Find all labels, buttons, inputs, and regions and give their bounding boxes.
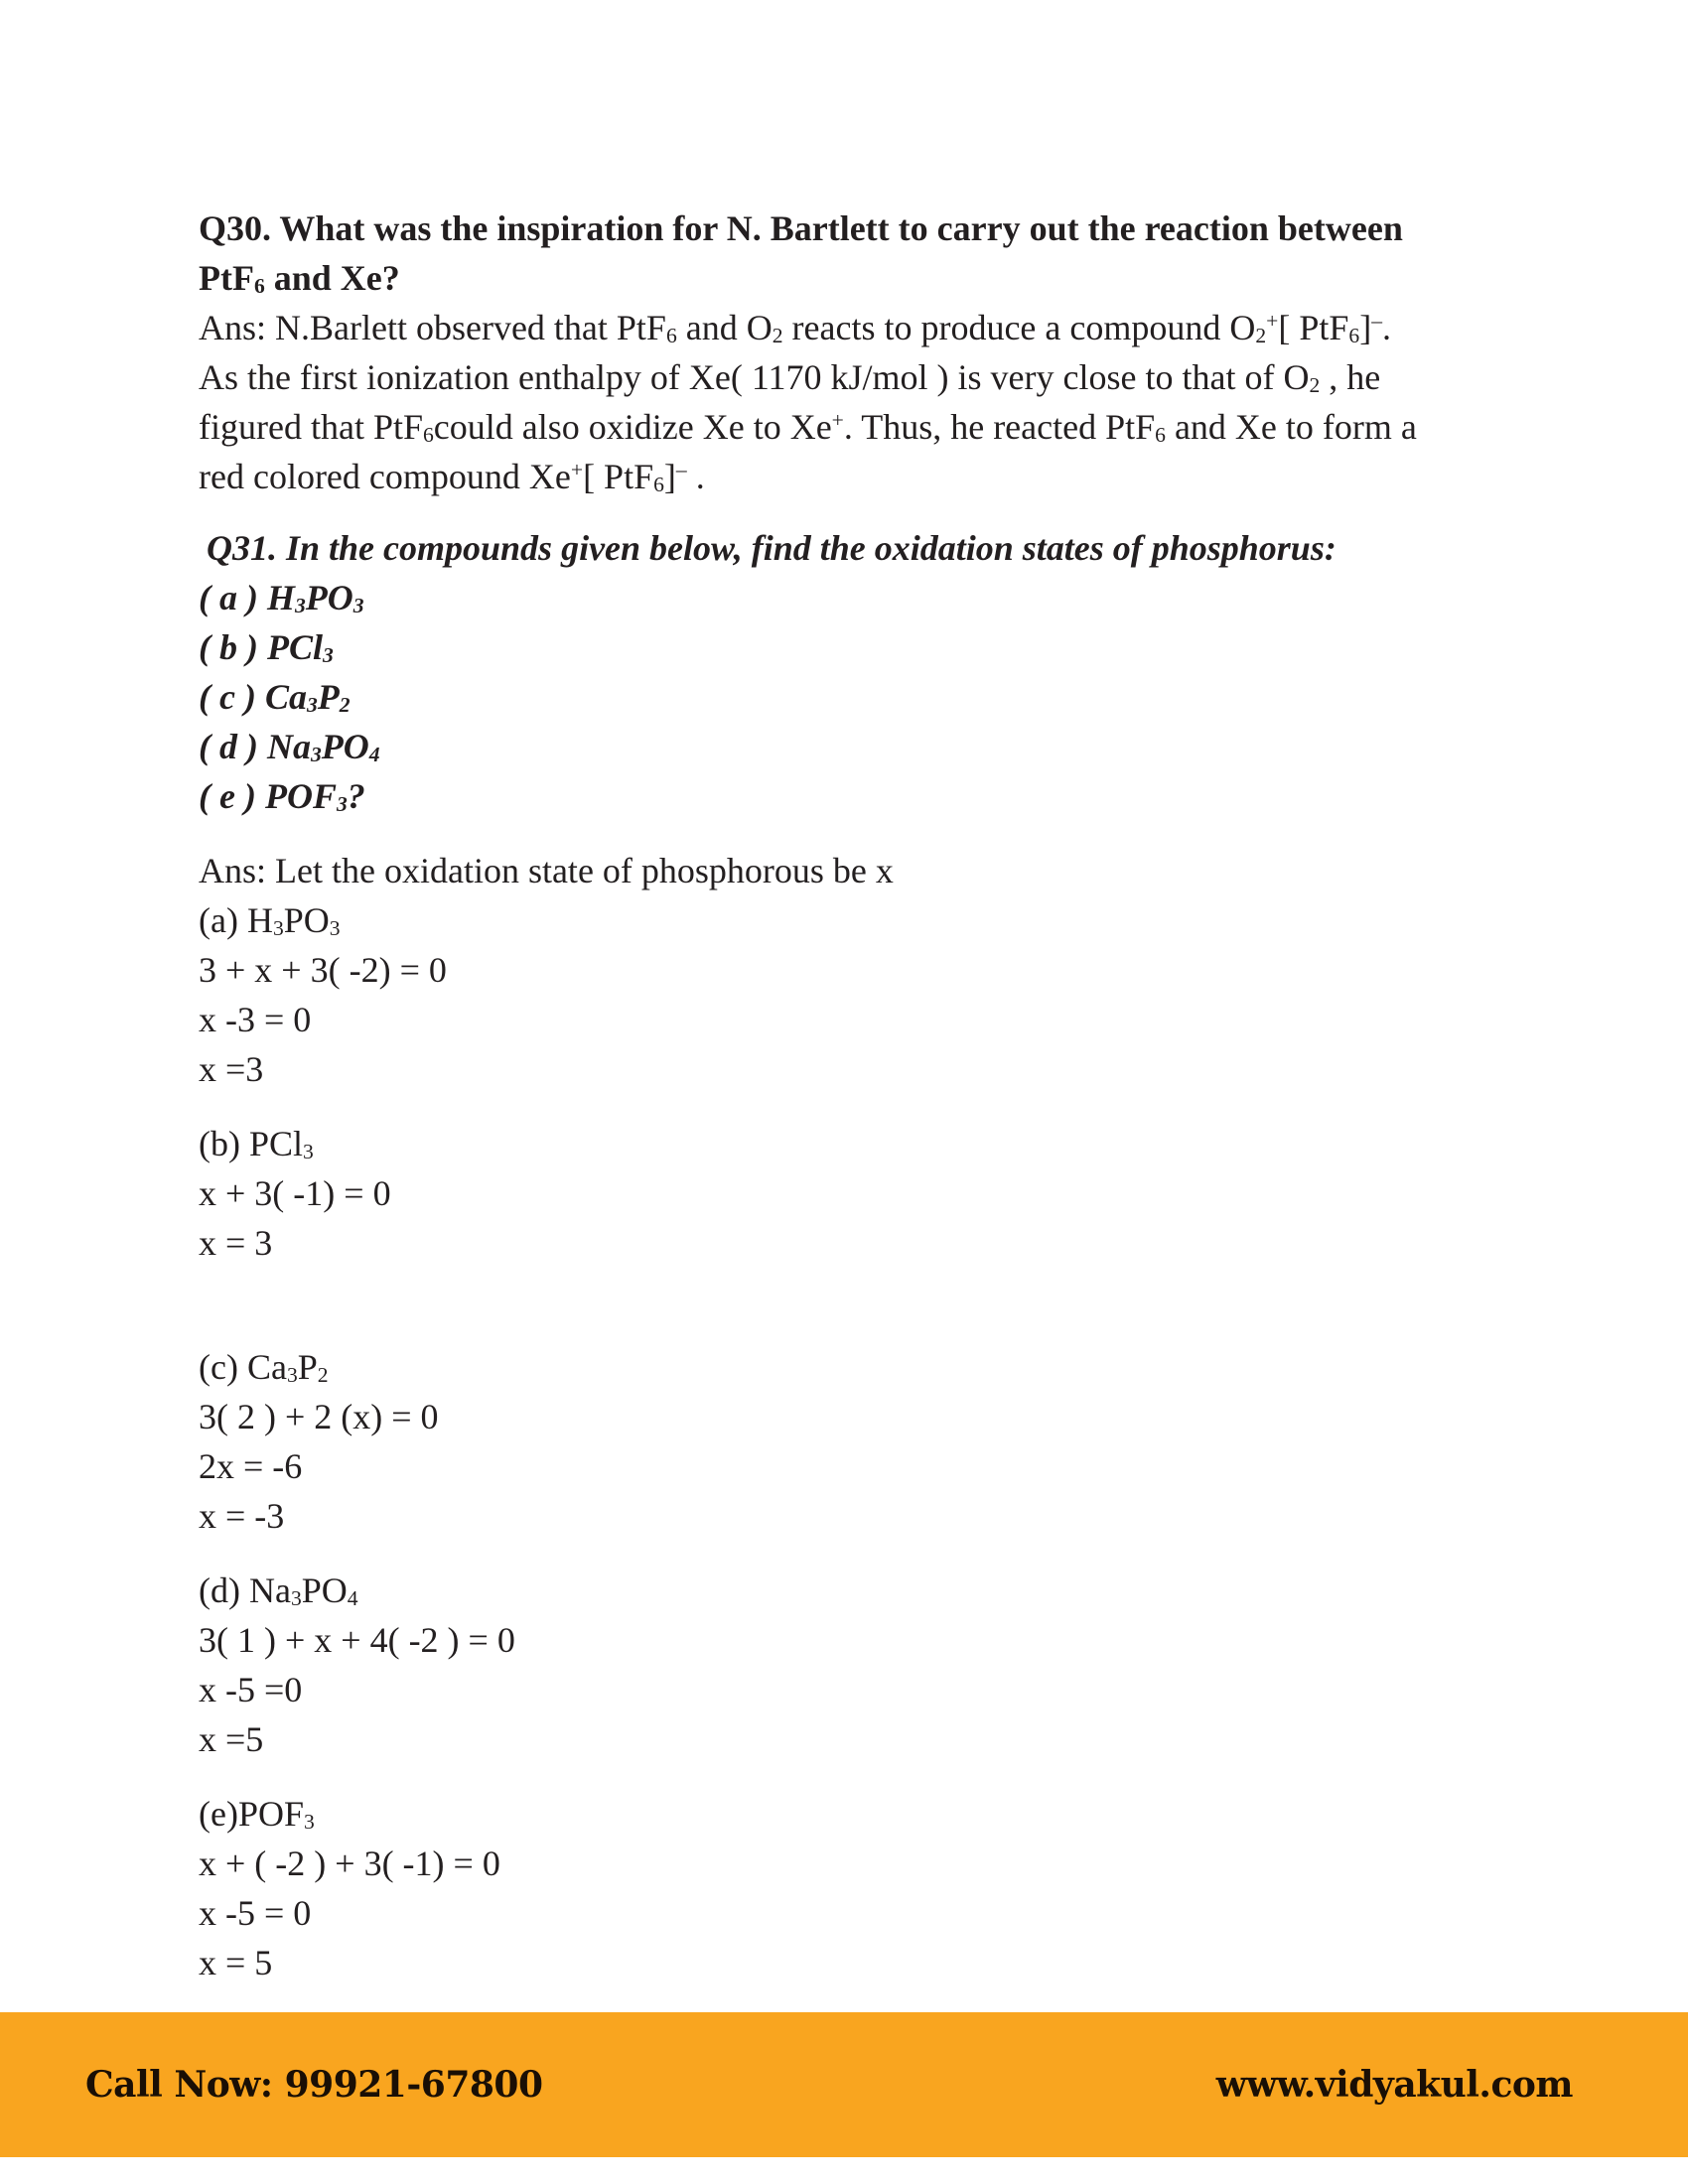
solution-step: 3( 1 ) + x + 4( -2 ) = 0 [199,1620,515,1660]
subscript: 6 [1155,423,1166,448]
answer-text: . [1382,308,1391,347]
answer-text: could also oxidize Xe to Xe [433,407,832,447]
answer-text: red colored compound Xe [199,457,571,496]
formula-text: Ca [246,1347,287,1387]
formula-text: PCl [266,627,323,667]
solution-heading [199,1342,329,1392]
subscript: 3 [303,1140,314,1164]
option-label: ( b ) [199,627,267,667]
solution-step: x + 3( -1) = 0 [199,1173,391,1213]
answer-text: As the first ionization enthalpy of Xe( 1170 kJ/mol ) is very close to that of O [199,357,1310,397]
answer-text: ] [1359,308,1372,347]
solution-step: x =3 [199,1049,264,1089]
subscript: 2 [1255,324,1267,348]
answer-text: figured that PtF [199,407,423,447]
q31-option [199,672,351,722]
solution-label: (a) [199,900,247,940]
answer-text: [ PtF [1278,308,1349,347]
subscript: 3 [272,916,284,941]
option-label: ( e ) [199,776,265,816]
q31-question [207,523,1336,573]
answer-text: Ans: N.Barlett observed that PtF [199,308,666,347]
formula-text: ? [347,776,365,816]
formula-text: P [317,677,340,717]
formula-text: PO [301,1570,348,1610]
superscript: – [675,458,687,482]
solution-heading [199,1789,315,1839]
subscript: 3 [290,1586,302,1611]
solution-step: x = 3 [199,1223,273,1263]
q30-answer-line-2 [199,352,1380,402]
solution-label: (b) [199,1124,249,1163]
formula-text: Ca [264,677,307,717]
superscript: + [570,458,584,482]
answer-text: . [686,457,705,496]
subscript: 3 [306,693,318,718]
solution-step: 2x = -6 [199,1446,303,1486]
website-link[interactable]: www.vidyakul.com [1215,2064,1573,2106]
subscript: 6 [653,473,664,497]
subscript: 6 [1348,324,1360,348]
formula-text: POF [264,776,337,816]
solution-step: 3( 2 ) + 2 (x) = 0 [199,1397,439,1436]
superscript: + [1266,309,1279,334]
solution-step: x = -3 [199,1496,285,1536]
answer-text: . Thus, he reacted PtF [843,407,1156,447]
q30-question-text: Q30. What was the inspiration for N. Bartlett to carry out the reaction between [199,208,1403,248]
q31-option [199,622,334,672]
answer-text: reacts to produce a compound O [782,308,1256,347]
answer-text: and O [676,308,773,347]
option-label: ( a ) [199,578,267,617]
answer-text: [ PtF [583,457,654,496]
option-label: ( d ) [199,727,267,766]
question-text: and Xe? [264,258,400,298]
subscript: 3 [352,594,364,618]
call-now-text: Call Now: 99921-67800 [85,2064,543,2106]
solution-step: x -3 = 0 [199,1000,312,1039]
subscript: 6 [253,274,265,299]
q31-option [199,722,380,771]
solution-heading [199,895,341,945]
subscript: 6 [422,423,434,448]
formula-text: PtF [199,258,254,298]
solution-step: x -5 = 0 [199,1893,312,1933]
formula-text: Na [248,1570,291,1610]
subscript: 2 [772,324,783,348]
subscript: 3 [323,643,334,668]
formula-text: POF [237,1794,305,1834]
subscript: 3 [329,916,341,941]
formula-text: P [297,1347,318,1387]
solution-label: (c) [199,1347,247,1387]
subscript: 4 [368,743,380,767]
q30-question-line-2 [199,253,400,303]
q30-answer-line-1 [199,303,1391,352]
option-label: ( c ) [199,677,265,717]
subscript: 4 [347,1586,358,1611]
formula-text: PO [305,578,353,617]
subscript: 3 [336,792,348,817]
formula-text: PO [321,727,369,766]
answer-text: ] [663,457,676,496]
question-text: Q31. In the compounds given below, find the oxidation states of phosphorus: [207,528,1336,568]
q31-answer-intro [199,846,894,895]
answer-text: , he [1320,357,1381,397]
subscript: 3 [304,1810,315,1835]
solution-step: x -5 =0 [199,1670,303,1709]
formula-text: H [266,578,295,617]
superscript: – [1371,309,1382,334]
solution-step: x + ( -2 ) + 3( -1) = 0 [199,1843,500,1883]
subscript: 3 [286,1363,298,1388]
solution-label: (e) [199,1794,238,1834]
solution-heading [199,1119,314,1168]
answer-text: Ans: Let the oxidation state of phosphorous be x [199,851,894,890]
formula-text: PO [283,900,330,940]
subscript: 3 [310,743,322,767]
formula-text: Na [266,727,311,766]
formula-text: H [246,900,273,940]
footer-bar [0,2012,1688,2157]
q31-option [199,771,365,821]
solution-heading [199,1566,358,1615]
q30-answer-line-4 [199,452,705,501]
subscript: 2 [1309,373,1321,398]
subscript: 2 [317,1363,329,1388]
subscript: 2 [339,693,351,718]
subscript: 3 [295,594,306,618]
q30-answer-line-3 [199,402,1417,452]
formula-text: PCl [248,1124,304,1163]
q31-option [199,573,364,622]
subscript: 6 [665,324,677,348]
superscript: + [831,408,844,433]
solution-label: (d) [199,1570,249,1610]
solution-step: x = 5 [199,1943,273,1982]
answer-text: and Xe to form a [1165,407,1417,447]
solution-step: x =5 [199,1719,264,1759]
q30-question-line-1 [199,204,1403,253]
solution-step: 3 + x + 3( -2) = 0 [199,950,447,990]
